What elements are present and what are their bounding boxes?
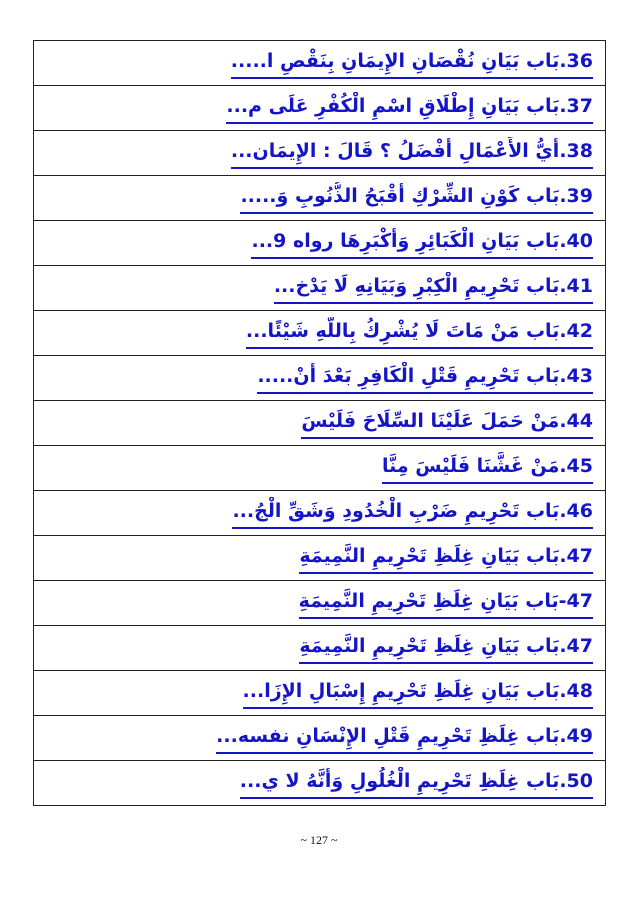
toc-cell	[34, 41, 606, 86]
toc-entry-link[interactable]: 44.مَنْ حَمَلَ عَلَيْنَا السِّلَاحَ فَلَيْسَ	[301, 407, 593, 439]
toc-cell	[34, 626, 606, 671]
table-row	[34, 131, 606, 176]
table-row	[34, 761, 606, 806]
table-row	[34, 86, 606, 131]
toc-cell	[34, 266, 606, 311]
table-row	[34, 491, 606, 536]
table-row	[34, 581, 606, 626]
table-row	[34, 311, 606, 356]
page-number: ~ 127 ~	[300, 833, 338, 847]
toc-entry-link[interactable]: 39.بَاب كَوْنِ الشِّرْكِ أَقْبَحُ الذُّنُوبِ وَ.....	[240, 182, 593, 214]
toc-entry-link[interactable]: 48.بَاب بَيَانِ غِلَظِ تَحْرِيمِ إِسْبَالِ الإِزَا...	[243, 677, 593, 709]
toc-cell	[34, 86, 606, 131]
table-row	[34, 671, 606, 716]
toc-entry-link[interactable]: 40.بَاب بَيَانِ الْكَبَائِرِ وَأَكْبَرِهَا رواه 9...	[251, 227, 593, 259]
toc-cell	[34, 356, 606, 401]
toc-entry-link[interactable]: 42.بَاب مَنْ مَاتَ لَا يُشْرِكُ بِاللَّهِ شَيْئًا...	[246, 317, 593, 349]
table-row	[34, 266, 606, 311]
table-row	[34, 176, 606, 221]
toc-entry-link[interactable]: 46.بَاب تَحْرِيمِ ضَرْبِ الْخُدُودِ وَشَقِّ الْجُ...	[232, 497, 593, 529]
toc-cell	[34, 536, 606, 581]
toc-cell	[34, 401, 606, 446]
toc-entry-link[interactable]: 47.بَاب بَيَانِ غِلَظِ تَحْرِيمِ النَّمِيمَةِ	[299, 632, 593, 664]
toc-cell	[34, 311, 606, 356]
table-row	[34, 41, 606, 86]
toc-cell	[34, 221, 606, 266]
table-row	[34, 536, 606, 581]
toc-entry-link[interactable]: 36.بَاب بَيَانِ نُقْصَانِ الإِيمَانِ بِنَقْصِ ا.....	[231, 47, 593, 79]
toc-entry-link[interactable]: 49.بَاب غِلَظِ تَحْرِيمِ قَتْلِ الإِنْسَانِ نفسه...	[216, 722, 593, 754]
toc-cell	[34, 581, 606, 626]
toc-cell	[34, 176, 606, 221]
toc-entry-link[interactable]: 50.بَاب غِلَظِ تَحْرِيمِ الْغُلُولِ وَأَنَّهُ لا ي...	[240, 767, 593, 799]
toc-entry-link[interactable]: 45.مَنْ غَشَّنَا فَلَيْسَ مِنَّا	[382, 452, 593, 484]
toc-entry-link[interactable]: 47.بَاب بَيَانِ غِلَظِ تَحْرِيمِ النَّمِيمَةِ	[299, 542, 593, 574]
table-row	[34, 716, 606, 761]
table-row	[34, 626, 606, 671]
toc-cell	[34, 671, 606, 716]
toc-entry-link[interactable]: 38.أَيُّ الأَعْمَالِ أَفْضَلُ ؟ قَالَ : الإِيمَان...	[231, 137, 593, 169]
toc-entry-link[interactable]: 43.بَاب تَحْرِيمِ قَتْلِ الْكَافِرِ بَعْدَ أَنْ.....	[257, 362, 593, 394]
table-of-contents	[33, 40, 606, 806]
toc-cell	[34, 131, 606, 176]
toc-cell	[34, 761, 606, 806]
toc-cell	[34, 716, 606, 761]
table-row	[34, 401, 606, 446]
table-row	[34, 221, 606, 266]
toc-cell	[34, 446, 606, 491]
toc-entry-link[interactable]: 47-بَاب بَيَانِ غِلَظِ تَحْرِيمِ النَّمِيمَةِ	[299, 587, 593, 619]
toc-body	[34, 41, 606, 806]
toc-entry-link[interactable]: 37.بَاب بَيَانِ إِطْلَاقِ اسْمِ الْكُفْرِ عَلَى م...	[226, 92, 593, 124]
table-row	[34, 356, 606, 401]
table-row	[34, 446, 606, 491]
toc-entry-link[interactable]: 41.بَاب تَحْرِيمِ الْكِبْرِ وَبَيَانِهِ لَا يَدْخ...	[274, 272, 593, 304]
toc-cell	[34, 491, 606, 536]
